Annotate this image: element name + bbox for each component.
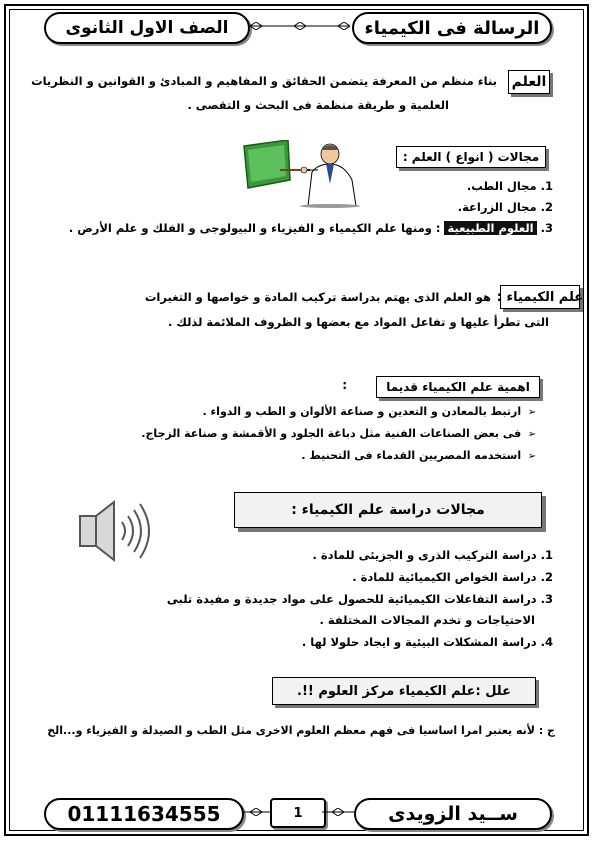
page-number: 1 xyxy=(293,805,303,821)
importance-item-2-text: فى بعض الصناعات الفنية مثل دباغة الجلود و الأقمشة و صناعة الزجاج. xyxy=(141,427,522,440)
fields-item-2-num: 2. xyxy=(540,200,553,214)
importance-item-3-text: استخدمه المصريين القدماء فى التحنيط . xyxy=(301,449,522,462)
importance-item-1 xyxy=(203,405,539,418)
importance-colon: : xyxy=(342,378,347,392)
study-fields-item-2-num: 2. xyxy=(540,570,553,584)
teacher-pointing-illustration xyxy=(240,140,362,208)
fields-heading-box xyxy=(396,146,546,168)
science-definition-line2: العلمية و طريقة منظمة فى البحث و التقصى . xyxy=(187,98,449,112)
footer-chain-left xyxy=(242,808,270,816)
importance-item-1-text: ارتبط بالمعادن و التعدين و صناعة الألوان و الطب و الدواء . xyxy=(202,405,522,418)
study-fields-item-2-text: دراسة الخواص الكيميائية للمادة . xyxy=(352,570,537,584)
study-fields-item-3 xyxy=(167,592,553,606)
fields-item-1-text: مجال الطب. xyxy=(466,179,537,193)
science-term: العلم xyxy=(511,74,547,90)
study-fields-item-3-num: 3. xyxy=(540,592,553,606)
fields-item-3-text: : ومنها علم الكيمياء و الفيزياء و البيولوجى و الفلك و علم الأرض . xyxy=(68,221,441,235)
phone-badge xyxy=(44,798,244,830)
fields-item-3 xyxy=(69,221,553,235)
reason-question-box xyxy=(272,677,536,705)
study-fields-item-3-cont: الاحتياجات و تخدم المجالات المختلفة . xyxy=(319,613,535,627)
reason-answer: ج : لأنه يعتبر امرا اساسيا فى فهم معظم العلوم الاخرى مثل الطب و الصيدلة و الفيزياء و...الخ xyxy=(47,724,555,737)
page-number-badge xyxy=(270,798,326,828)
fields-heading: مجالات ( انواع ) العلم : xyxy=(402,150,540,164)
header-title xyxy=(352,12,552,44)
study-fields-item-1-text: دراسة التركيب الذرى و الجزيئى للمادة . xyxy=(312,548,537,562)
author-name: ســيد الزويدى xyxy=(388,803,518,825)
study-fields-item-4-num: 4. xyxy=(540,635,553,649)
study-fields-item-2 xyxy=(352,570,553,584)
fields-item-2 xyxy=(458,200,553,214)
chemistry-definition-line1: هو العلم الذى يهتم بدراسة تركيب المادة و خواصها و التغيرات xyxy=(144,290,491,304)
importance-heading-box xyxy=(376,376,540,398)
study-fields-item-4 xyxy=(302,635,553,649)
header-chain xyxy=(250,22,350,30)
check-arrow-icon: ➢ xyxy=(527,407,537,418)
speaker-icon xyxy=(70,496,160,566)
fields-item-3-num: 3. xyxy=(540,221,553,235)
study-fields-item-3-text: دراسة التفاعلات الكيميائية للحصول على مواد جديدة و مفيدة تلبى xyxy=(166,592,537,606)
grade-badge xyxy=(44,12,250,44)
footer-chain-right xyxy=(322,808,354,816)
fields-item-1 xyxy=(467,179,553,193)
importance-item-2 xyxy=(141,427,539,440)
fields-item-2-text: مجال الزراعة. xyxy=(457,200,537,214)
grade-text: الصف الاول الثانوى xyxy=(65,18,229,38)
author-badge xyxy=(354,798,552,830)
page-border-inner xyxy=(9,9,584,831)
fields-item-1-num: 1. xyxy=(540,179,553,193)
check-arrow-icon: ➢ xyxy=(527,451,537,462)
check-arrow-icon: ➢ xyxy=(527,429,537,440)
importance-heading: اهمية علم الكيمياء قديما xyxy=(386,380,530,394)
study-fields-heading: مجالات دراسة علم الكيمياء : xyxy=(291,502,485,518)
study-fields-item-4-text: دراسة المشكلات البيئية و ايجاد حلولا لها . xyxy=(301,635,537,649)
study-fields-item-1 xyxy=(313,548,554,562)
chemistry-definition-line2: التى تطرأ عليها و تفاعل المواد مع بعضها و الظروف الملائمة لذلك . xyxy=(168,315,549,329)
fields-item-3-highlight: العلوم الطبيعية xyxy=(444,221,536,235)
reason-question: علل :علم الكيمياء مركز العلوم !!. xyxy=(297,683,511,699)
study-fields-item-1-num: 1. xyxy=(540,548,553,562)
chemistry-term: علم الكيمياء : xyxy=(496,289,584,305)
science-term-box xyxy=(508,70,550,94)
header-title-text: الرسالة فى الكيمياء xyxy=(364,17,540,39)
study-fields-heading-box xyxy=(234,492,542,528)
chemistry-term-box xyxy=(496,285,584,309)
importance-item-3 xyxy=(301,449,539,462)
phone-number: 01111634555 xyxy=(67,802,221,826)
science-definition-line1: بناء منظم من المعرفة يتضمن الحقائق و المفاهيم و المبادئ و القوانين و النظريات xyxy=(31,74,497,88)
